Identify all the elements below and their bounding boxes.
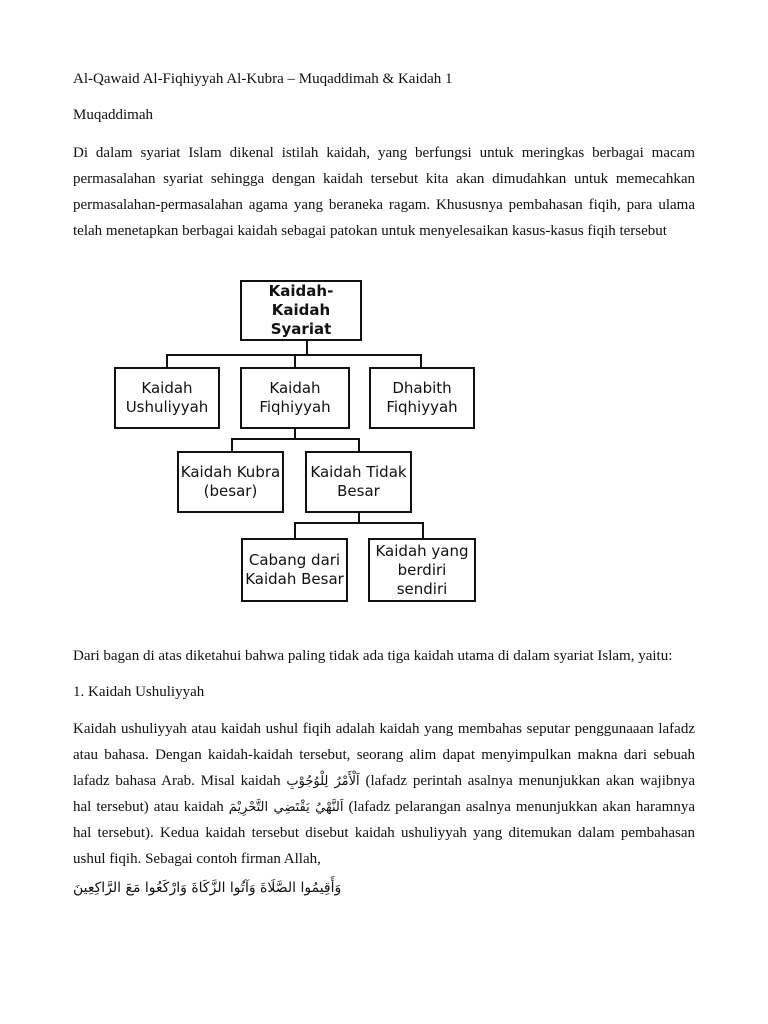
connector-line	[422, 522, 424, 538]
connector-line	[166, 354, 168, 368]
arabic-rule-nahy: اَلنَّهْيُ يَقْتَضِي التَّحْرِيْمَ	[228, 800, 344, 815]
diagram-box-kubra: Kaidah Kubra (besar)	[177, 451, 284, 513]
body-line	[73, 798, 695, 817]
diagram-box-dhabith: Dhabith Fiqhiyyah	[369, 367, 475, 429]
intro-line: permasalahan syariat sehingga dengan kaidah tersebut kita akan dimudahkan untuk memecahkan	[73, 171, 695, 187]
connector-line	[306, 340, 308, 355]
body-line: hal tersebut). Kedua kaidah tersebut disebut kaidah ushuliyyah yang ditemukan dalam pembahasan	[73, 825, 695, 841]
diagram-box-ushuliyyah: Kaidah Ushuliyyah	[114, 367, 220, 429]
quran-verse: وَأَقِيمُوا الصَّلَاةَ وَآتُوا الزَّكَاةَ وَارْكَعُوا مَعَ الرَّاكِعِينَ	[73, 880, 342, 896]
body-text: (lafadz perintah asalnya menunjukkan akan wajibnya	[365, 773, 696, 789]
diagram-box-fiqhiyyah: Kaidah Fiqhiyyah	[240, 367, 350, 429]
connector-line	[231, 438, 360, 440]
diagram-box-tidak-besar: Kaidah Tidak Besar	[305, 451, 412, 513]
body-line: ushul fiqih. Sebagai contoh firman Allah,	[73, 851, 321, 867]
connector-line	[166, 354, 422, 356]
intro-line: permasalahan-permasalahan agama yang beraneka ragam. Khususnya pembahasan fiqih, para ulama	[73, 197, 695, 213]
document-title: Al-Qawaid Al-Fiqhiyyah Al-Kubra – Muqaddimah & Kaidah 1	[73, 71, 453, 87]
connector-line	[294, 522, 296, 538]
body-text: (lafadz pelarangan asalnya menunjukkan akan haramnya	[348, 799, 695, 815]
diagram-box-cabang: Cabang dari Kaidah Besar	[241, 538, 348, 602]
intro-line: Di dalam syariat Islam dikenal istilah kaidah, yang berfungsi untuk meringkas berbagai macam	[73, 145, 695, 161]
intro-line: telah menetapkan berbagai kaidah sebagai patokan untuk menyelesaikan kasus-kasus fiqih tersebut	[73, 223, 667, 239]
diagram-root-box: Kaidah-Kaidah Syariat	[240, 280, 362, 341]
connector-line	[294, 354, 296, 368]
diagram-box-berdiri-sendiri: Kaidah yang berdiri sendiri	[368, 538, 476, 602]
connector-line	[294, 428, 296, 439]
section-heading: Muqaddimah	[73, 107, 153, 123]
connector-line	[294, 522, 424, 524]
body-line	[73, 772, 695, 791]
point-1-heading: 1. Kaidah Ushuliyyah	[73, 684, 205, 700]
connector-line	[358, 512, 360, 523]
connector-line	[231, 438, 233, 452]
connector-line	[420, 354, 422, 368]
arabic-rule-amr: اَلْأَمْرُ لِلْوُجُوْبِ	[286, 774, 360, 789]
body-text: lafadz bahasa Arab. Misal kaidah	[73, 773, 281, 789]
connector-line	[358, 438, 360, 452]
body-line: Kaidah ushuliyyah atau kaidah ushul fiqih adalah kaidah yang membahas seputar penggunaaan lafadz	[73, 721, 695, 737]
diagram-summary: Dari bagan di atas diketahui bahwa paling tidak ada tiga kaidah utama di dalam syariat Islam, yaitu:	[73, 648, 673, 664]
body-text: hal tersebut) atau kaidah	[73, 799, 224, 815]
body-line: atau bahasa. Dengan kaidah-kaidah tersebut, seorang alim dapat menyimpulkan makna dari sebuah	[73, 747, 695, 763]
